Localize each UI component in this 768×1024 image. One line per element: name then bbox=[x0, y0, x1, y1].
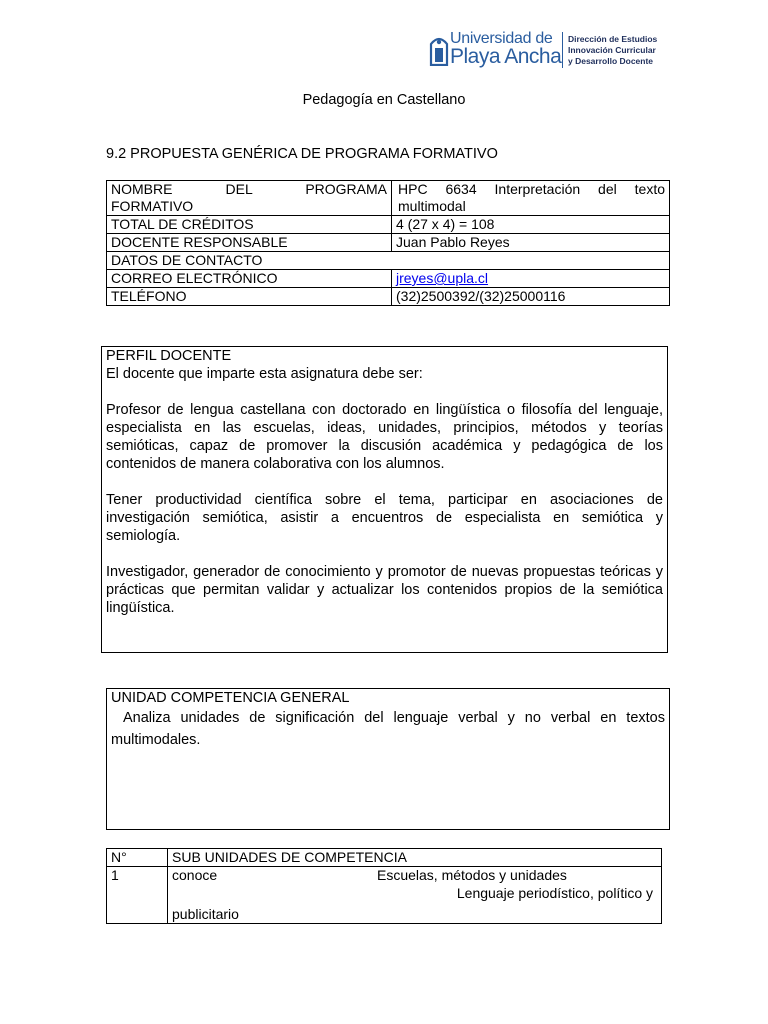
general-competence-box bbox=[106, 688, 670, 830]
profile-intro: El docente que imparte esta asignatura debe ser: bbox=[106, 366, 423, 382]
logo-text-line2: Playa Ancha bbox=[450, 45, 562, 68]
sub-units-table bbox=[106, 848, 662, 924]
subunit-verb: conoce bbox=[172, 867, 218, 883]
phone-value: (32)2500392/(32)25000116 bbox=[392, 288, 670, 306]
subunit-item: Lenguaje periodístico, político y bbox=[456, 885, 653, 901]
logo-divider bbox=[562, 32, 563, 68]
table-row bbox=[107, 216, 670, 234]
email-link[interactable]: jreyes@upla.cl bbox=[396, 270, 489, 286]
competence-heading: UNIDAD COMPETENCIA GENERAL bbox=[111, 690, 350, 706]
section-title: 9.2 PROPUESTA GENÉRICA DE PROGRAMA FORMATIVO bbox=[106, 146, 498, 162]
program-name-label: NOMBRE DEL PROGRAMA FORMATIVO bbox=[107, 181, 392, 216]
teacher-label: DOCENTE RESPONSABLE bbox=[107, 234, 392, 252]
subunit-item-continued: publicitario bbox=[172, 906, 239, 922]
profile-paragraph-2: Tener productividad científica sobre el tema, participar en asociaciones de investigación semiótica, asistir a encuentros de especialista en semiótica y semiología. bbox=[106, 492, 663, 544]
profile-paragraph-1: Profesor de lengua castellana con doctorado en lingüística o filosofía del lenguaje, especialista en las escuelas, ideas, unidades, principios, métodos y teorías semióticas, capaz de promover la discusión académica y pedagógica de los contenidos de manera colaborativa con los alumnos. bbox=[106, 402, 663, 472]
column-header-number: N° bbox=[107, 849, 168, 867]
table-row bbox=[107, 867, 662, 924]
table-row bbox=[107, 288, 670, 306]
logo-text-line1: Universidad de bbox=[450, 30, 553, 47]
teacher-value: Juan Pablo Reyes bbox=[392, 234, 670, 252]
teacher-profile-box bbox=[101, 346, 668, 653]
email-label: CORREO ELECTRÓNICO bbox=[107, 270, 392, 288]
table-row bbox=[107, 181, 670, 216]
profile-heading: PERFIL DOCENTE bbox=[106, 348, 232, 364]
contact-label: DATOS DE CONTACTO bbox=[107, 252, 670, 270]
competence-body: Analiza unidades de significación del lenguaje verbal y no verbal en textos multimodales. bbox=[111, 710, 665, 748]
row-number: 1 bbox=[107, 867, 168, 924]
university-logo bbox=[428, 30, 658, 72]
table-row bbox=[107, 252, 670, 270]
table-row bbox=[107, 234, 670, 252]
credits-value: 4 (27 x 4) = 108 bbox=[392, 216, 670, 234]
column-header-subunits: SUB UNIDADES DE COMPETENCIA bbox=[168, 849, 662, 867]
email-cell bbox=[392, 270, 670, 288]
table-row bbox=[107, 849, 662, 867]
program-name-value: HPC 6634 Interpretación del texto multimodal bbox=[392, 181, 670, 216]
subunit-cell bbox=[168, 867, 662, 924]
document-title: Pedagogía en Castellano bbox=[302, 92, 466, 108]
table-row bbox=[107, 270, 670, 288]
phone-label: TELÉFONO bbox=[107, 288, 392, 306]
program-info-table bbox=[106, 180, 670, 306]
university-emblem-icon bbox=[428, 32, 450, 66]
department-name: Dirección de Estudios Innovación Curricular y Desarrollo Docente bbox=[568, 34, 658, 66]
credits-label: TOTAL DE CRÉDITOS bbox=[107, 216, 392, 234]
profile-paragraph-3: Investigador, generador de conocimiento y promotor de nuevas propuestas teóricas y prácticas que permitan validar y actualizar los contenidos propios de la semiótica lingüística. bbox=[106, 564, 663, 616]
subunit-item: Escuelas, métodos y unidades bbox=[377, 867, 567, 883]
